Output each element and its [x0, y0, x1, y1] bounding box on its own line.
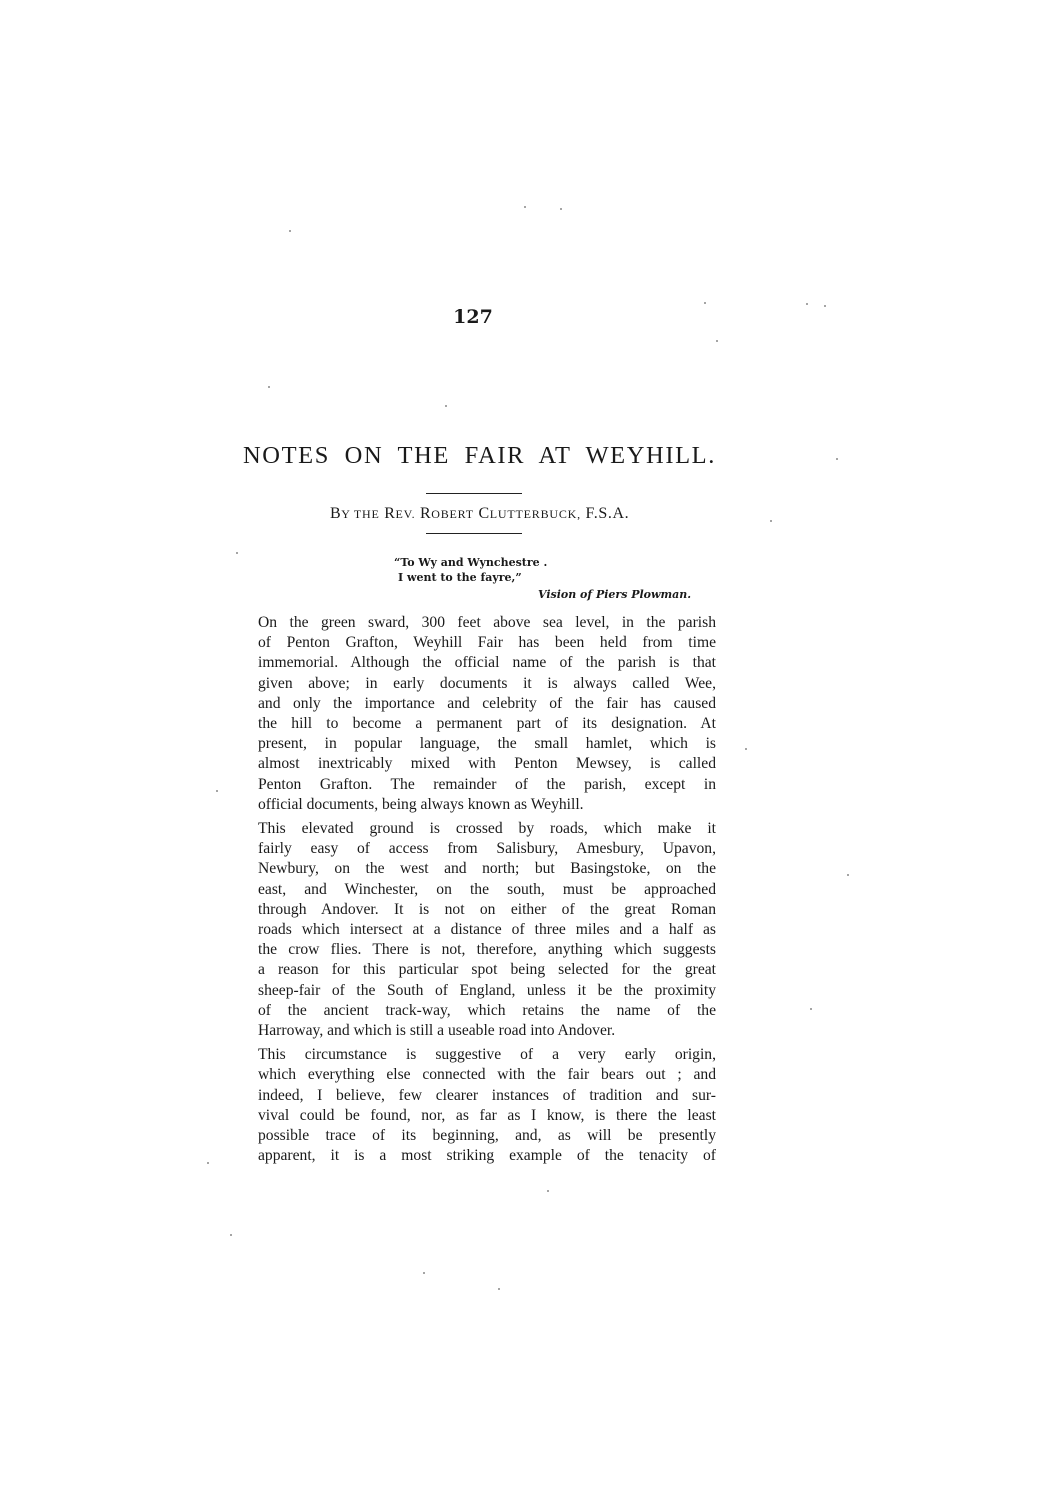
- text-line: given above; in early documents it is always called Wee,: [258, 674, 716, 692]
- text-line: apparent, it is a most striking example of the tenacity of: [258, 1147, 716, 1165]
- scan-speck: [524, 206, 526, 208]
- scan-speck: [547, 1190, 549, 1192]
- text-line: sheep-fair of the South of England, unless it be the proximity: [258, 981, 716, 999]
- scan-speck: [847, 874, 849, 876]
- text-line: which everything else connected with the fair bears out ; and: [258, 1066, 716, 1084]
- scan-speck: [207, 1162, 209, 1164]
- text-line: and only the importance and celebrity of the fair has caused: [258, 694, 716, 712]
- text-line: Newbury, on the west and north; but Basingstoke, on the: [258, 860, 716, 878]
- text-line: On the green sward, 300 feet above sea level, in the parish: [258, 614, 716, 631]
- text-line: the hill to become a permanent part of its designation. At: [258, 715, 716, 733]
- scan-speck: [289, 230, 291, 232]
- scan-speck: [230, 1234, 232, 1236]
- scan-speck: [268, 386, 270, 388]
- byline-degree: F.S.A.: [585, 505, 630, 522]
- epigraph-line: I went to the fayre,”: [398, 571, 522, 584]
- byline-rev-small: EV.: [395, 507, 416, 521]
- text-line: Penton Grafton. The remainder of the parish, except in: [258, 775, 716, 793]
- epigraph: [394, 555, 694, 602]
- text-line: official documents, being always known as Weyhill.: [258, 795, 584, 813]
- scan-speck: [704, 302, 706, 304]
- title-rule: [426, 493, 522, 494]
- body-text: [236, 613, 716, 1170]
- article-title: NOTES ON THE FAIR AT WEYHILL.: [243, 442, 716, 469]
- text-line: present, in popular language, the small hamlet, which is: [258, 735, 716, 753]
- text-line: This circumstance is suggestive of a very early origin,: [258, 1046, 716, 1064]
- scan-speck: [824, 305, 826, 307]
- text-line: immemorial. Although the official name of the parish is that: [258, 654, 716, 672]
- text-line: fairly easy of access from Salisbury, Amesbury, Upavon,: [258, 840, 716, 858]
- scan-speck: [560, 208, 562, 210]
- text-line: the crow flies. There is not, therefore, anything which suggests: [258, 941, 716, 959]
- scan-speck: [810, 1008, 812, 1010]
- scan-speck: [236, 552, 238, 554]
- byline-by-small: Y THE: [341, 507, 380, 521]
- byline-rev: R: [384, 505, 396, 522]
- byline-surname: C: [478, 505, 490, 522]
- text-line: through Andover. It is not on either of the great Roman: [258, 900, 716, 918]
- text-line: indeed, I believe, few clearer instances of tradition and sur-: [258, 1086, 716, 1104]
- text-line: almost inextricably mixed with Penton Mewsey, is called: [258, 755, 716, 773]
- byline: [330, 505, 730, 523]
- epigraph-line: “To Wy and Wynchestre .: [394, 556, 548, 569]
- byline-rule: [426, 533, 522, 534]
- byline-first-name: R: [419, 505, 432, 522]
- text-line: vival could be found, nor, as far as I know, is there the least: [258, 1106, 716, 1124]
- scan-speck: [423, 1272, 425, 1274]
- scan-speck: [770, 520, 772, 522]
- scan-speck: [498, 1288, 500, 1290]
- text-line: a reason for this particular spot being selected for the great: [258, 961, 716, 979]
- scan-speck: [216, 790, 218, 792]
- text-line: This elevated ground is crossed by roads, which make it: [258, 820, 716, 838]
- epigraph-attribution: Vision of Piers Plowman.: [538, 588, 692, 601]
- paragraph: [236, 819, 716, 1041]
- text-line: of Penton Grafton, Weyhill Fair has been held from time: [258, 634, 716, 652]
- page-number: 127: [453, 306, 493, 328]
- paragraph: [236, 613, 716, 815]
- text-line: possible trace of its beginning, and, as will be presently: [258, 1127, 716, 1145]
- paragraph: [236, 1045, 716, 1166]
- byline-surname-small: LUTTERBUCK,: [489, 507, 581, 521]
- byline-first-name-small: OBERT: [431, 507, 474, 521]
- scan-speck: [836, 458, 838, 460]
- scan-speck: [745, 748, 747, 750]
- scan-speck: [806, 303, 808, 305]
- scan-speck: [716, 340, 718, 342]
- scan-speck: [445, 405, 447, 407]
- byline-by: B: [330, 505, 342, 522]
- text-line: east, and Winchester, on the south, must be approached: [258, 880, 716, 898]
- text-line: of the ancient track-way, which retains the name of the: [258, 1001, 716, 1019]
- text-line: roads which intersect at a distance of three miles and a half as: [258, 921, 716, 939]
- text-line: Harroway, and which is still a useable road into Andover.: [258, 1022, 616, 1040]
